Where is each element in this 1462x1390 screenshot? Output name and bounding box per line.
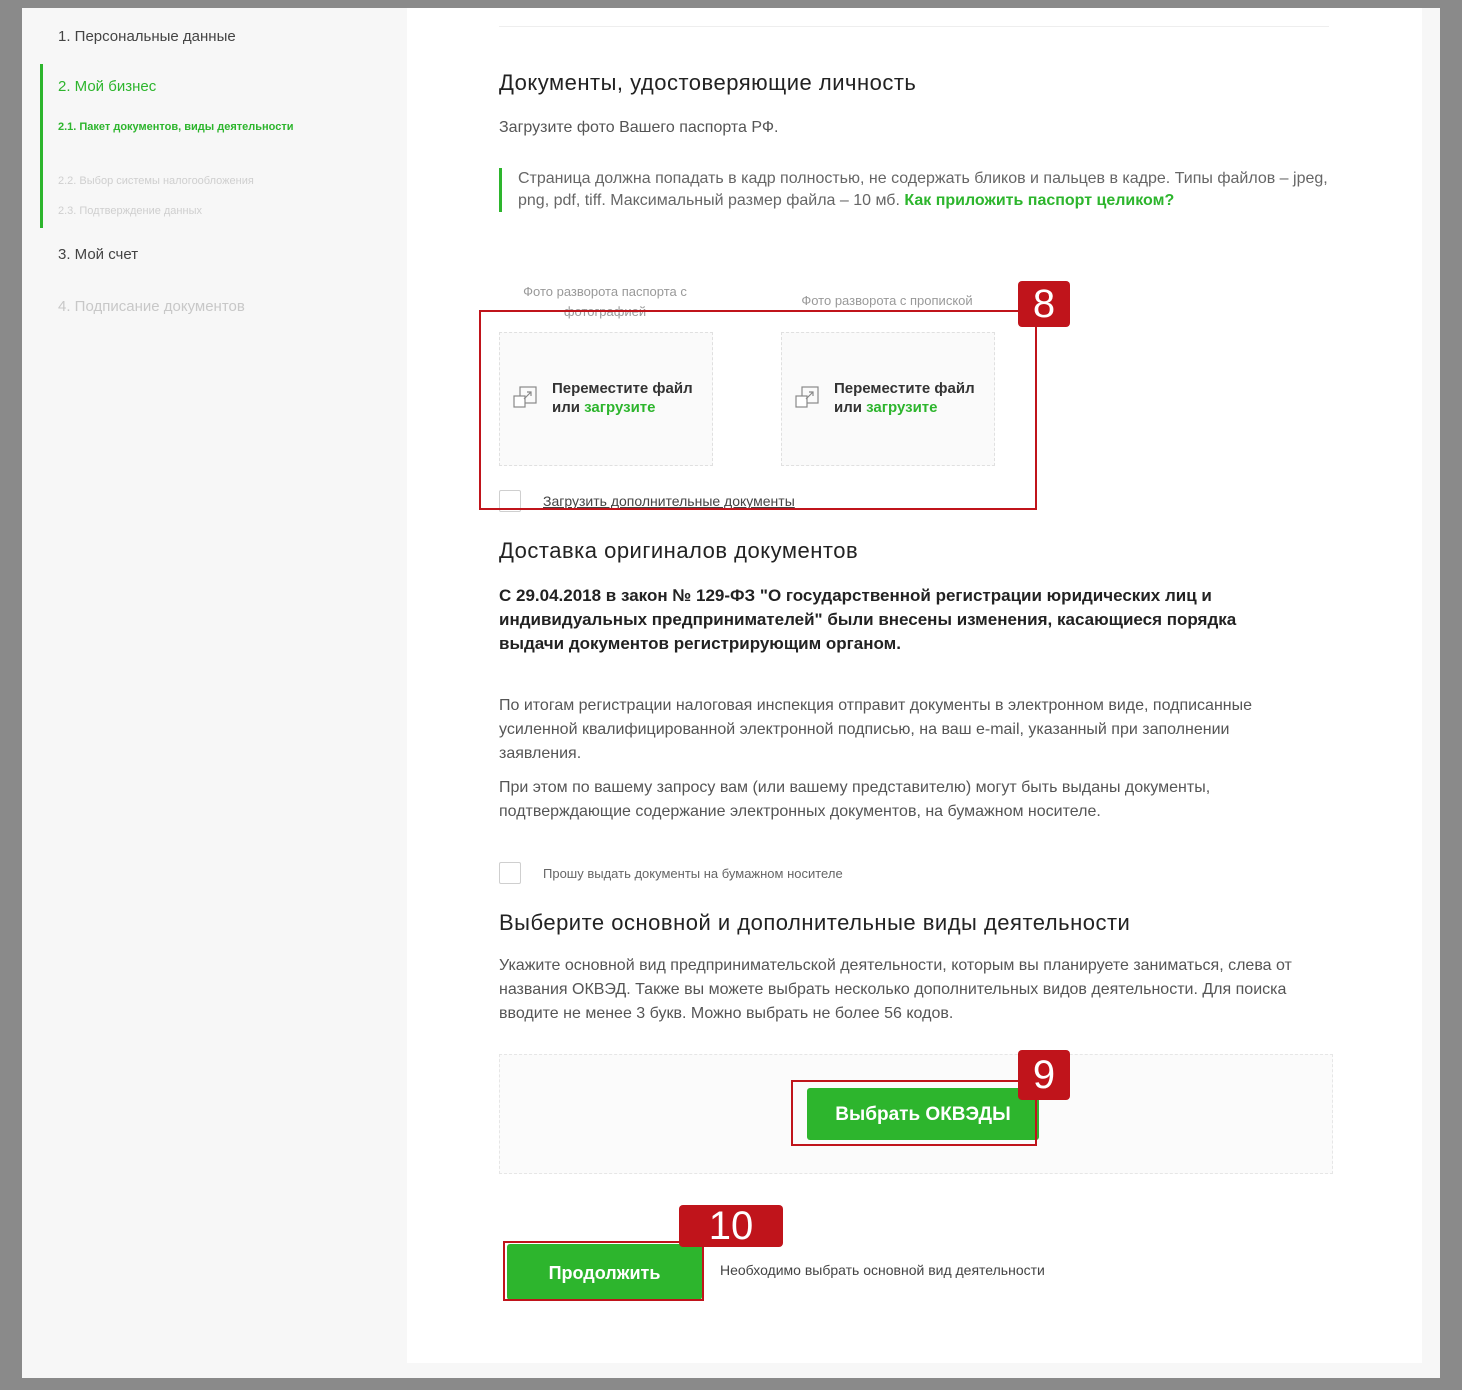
upload2-link[interactable]: загрузите <box>866 399 938 416</box>
annotation-highlight-8 <box>479 310 1037 510</box>
extra-docs-label[interactable]: Загрузить дополнительные документы <box>543 493 795 509</box>
annotation-highlight-9 <box>791 1080 1037 1146</box>
paper-docs-label[interactable]: Прошу выдать документы на бумажном носителе <box>543 866 843 881</box>
application-frame <box>22 8 1440 1378</box>
main-content <box>407 8 1422 1363</box>
activity-description: Укажите основной вид предпринимательской деятельности, которым вы планируете заниматься, слева от названия ОКВЭД. Также вы можете выбрать несколько дополнительных видов деятельности. Для поиска вводите не менее 3 букв. Можно выбрать не более 56 кодов. <box>499 957 1292 1022</box>
sidebar <box>22 8 407 1378</box>
divider <box>499 26 1329 27</box>
upload2-or-text: или <box>834 399 862 416</box>
activity-section-title: Выберите основной и дополнительные виды деятельности <box>499 910 1131 935</box>
sidebar-subitem-documents[interactable]: 2.1. Пакет документов, виды деятельности <box>58 121 294 133</box>
upload2-move-text: Переместите файл <box>834 380 975 397</box>
sidebar-subitem-tax-system: 2.2. Выбор системы налогообложения <box>58 175 254 187</box>
annotation-highlight-10 <box>503 1241 704 1301</box>
sidebar-subitem-confirm-data: 2.3. Подтверждение данных <box>58 205 202 217</box>
sidebar-item-my-account[interactable]: 3. Мой счет <box>58 246 139 263</box>
delivery-paragraph-2: При этом по вашему запросу вам (или вашему представителю) могут быть выданы документы, подтверждающие содержание электронных документов, на бумажном носителе. <box>499 779 1211 820</box>
identity-section-title: Документы, удостоверяющие личность <box>499 70 917 95</box>
sidebar-item-sign-documents: 4. Подписание документов <box>58 298 245 315</box>
annotation-badge-8: 8 <box>1018 281 1070 327</box>
upload1-link[interactable]: загрузите <box>584 399 656 416</box>
upload1-or-text: или <box>552 399 580 416</box>
sidebar-active-indicator <box>40 64 43 228</box>
activity-required-hint: Необходимо выбрать основной вид деятельности <box>720 1262 1045 1278</box>
identity-subtitle: Загрузите фото Вашего паспорта РФ. <box>499 119 779 136</box>
select-okved-button[interactable]: Выбрать ОКВЭДЫ <box>807 1088 1039 1140</box>
delivery-section-title: Доставка оригиналов документов <box>499 538 859 563</box>
continue-button[interactable]: Продолжить <box>507 1244 702 1300</box>
delivery-paragraph-1: По итогам регистрации налоговая инспекция отправит документы в электронном виде, подписанные усиленной квалифицированной электронной подписью, на ваш e-mail, указанный при заполнении заявления. <box>499 697 1253 762</box>
identity-note <box>499 168 1353 212</box>
sidebar-item-personal-data[interactable]: 1. Персональные данные <box>58 28 236 45</box>
annotation-badge-10: 10 <box>679 1205 783 1247</box>
upload2-label: Фото разворота с пропиской <box>801 293 973 308</box>
paper-docs-checkbox[interactable] <box>499 862 521 884</box>
passport-help-link[interactable]: Как приложить паспорт целиком? <box>904 192 1175 209</box>
identity-note-text: Страница должна попадать в кадр полностью, не содержать бликов и пальцев в кадре. Типы файлов – jpeg, png, pdf, tiff. Максимальный размер файла – 10 мб. <box>518 170 1328 209</box>
sidebar-item-my-business[interactable]: 2. Мой бизнес <box>58 78 157 95</box>
delivery-law-notice: С 29.04.2018 в закон № 129-ФЗ "О государственной регистрации юридических лиц и индивидуальных предпринимателей" были внесены изменения, касающиеся порядка выдачи документов регистрирующим органом. <box>499 586 1237 653</box>
upload1-move-text: Переместите файл <box>552 380 693 397</box>
annotation-badge-9: 9 <box>1018 1050 1070 1100</box>
upload1-label: Фото разворота паспорта с фотографией <box>523 284 687 319</box>
